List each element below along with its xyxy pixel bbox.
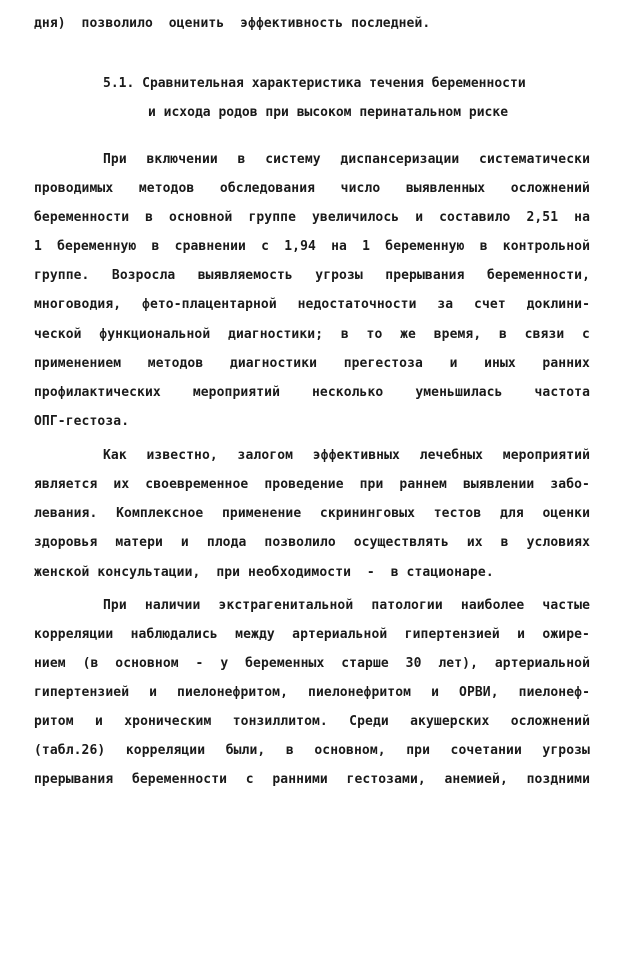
paragraph-2-line-3: левания. Комплексное применение скрининговых тестов для оценки (34, 506, 590, 521)
paragraph-1-line-7: ческой функциональной диагностики; в то же время, в связи с (34, 327, 590, 342)
paragraph-1-line-2: проводимых методов обследования число выявленных осложнений (34, 181, 590, 196)
section-heading-line-2: и исхода родов при высоком перинатальном риске (148, 105, 509, 120)
paragraph-1-line-5: группе. Возросла выявляемость угрозы прерывания беременности, (34, 268, 590, 283)
paragraph-1-line-8: применением методов диагностики прегестоза и иных ранних (34, 356, 590, 371)
paragraph-1-line-4: 1 беременную в сравнении с 1,94 на 1 беременную в контрольной (34, 239, 590, 254)
paragraph-1-line-10: ОПГ-гестоза. (34, 414, 130, 429)
paragraph-2-line-5: женской консультации, при необходимости - в стационаре. (34, 565, 494, 580)
paragraph-1-line-6: многоводия, фето-плацентарной недостаточности за счет доклини- (34, 297, 590, 312)
paragraph-3-line-6: (табл.26) корреляции были, в основном, при сочетании угрозы (34, 743, 590, 758)
paragraph-3-line-2: корреляции наблюдались между артериальной гипертензией и ожире- (34, 627, 590, 642)
paragraph-2-line-4: здоровья матери и плода позволило осуществлять их в условиях (34, 535, 590, 550)
paragraph-3-line-7: прерывания беременности с ранними гестозами, анемией, поздними (34, 772, 590, 787)
paragraph-1-line-9: профилактических мероприятий несколько уменьшилась частота (34, 385, 590, 400)
paragraph-2-line-2: является их своевременное проведение при раннем выявлении забо- (34, 477, 590, 492)
section-heading-line-1: 5.1. Сравнительная характеристика течения беременности (103, 76, 526, 91)
paragraph-2-line-1: Как известно, залогом эффективных лечебных мероприятий (103, 448, 590, 463)
paragraph-1-line-1: При включении в систему диспансеризации систематически (103, 152, 590, 167)
paragraph-3-line-4: гипертензией и пиелонефритом, пиелонефритом и ОРВИ, пиелонеф- (34, 685, 590, 700)
paragraph-1-line-3: беременности в основной группе увеличилось и составило 2,51 на (34, 210, 590, 225)
paragraph-3-line-1: При наличии экстрагенитальной патологии наиболее частые (103, 598, 590, 613)
paragraph-3-line-5: ритом и хроническим тонзиллитом. Среди акушерских осложнений (34, 714, 590, 729)
text-line-top: дня) позволило оценить эффективность последней. (34, 16, 431, 31)
paragraph-3-line-3: нием (в основном - у беременных старше 30 лет), артериальной (34, 656, 590, 671)
